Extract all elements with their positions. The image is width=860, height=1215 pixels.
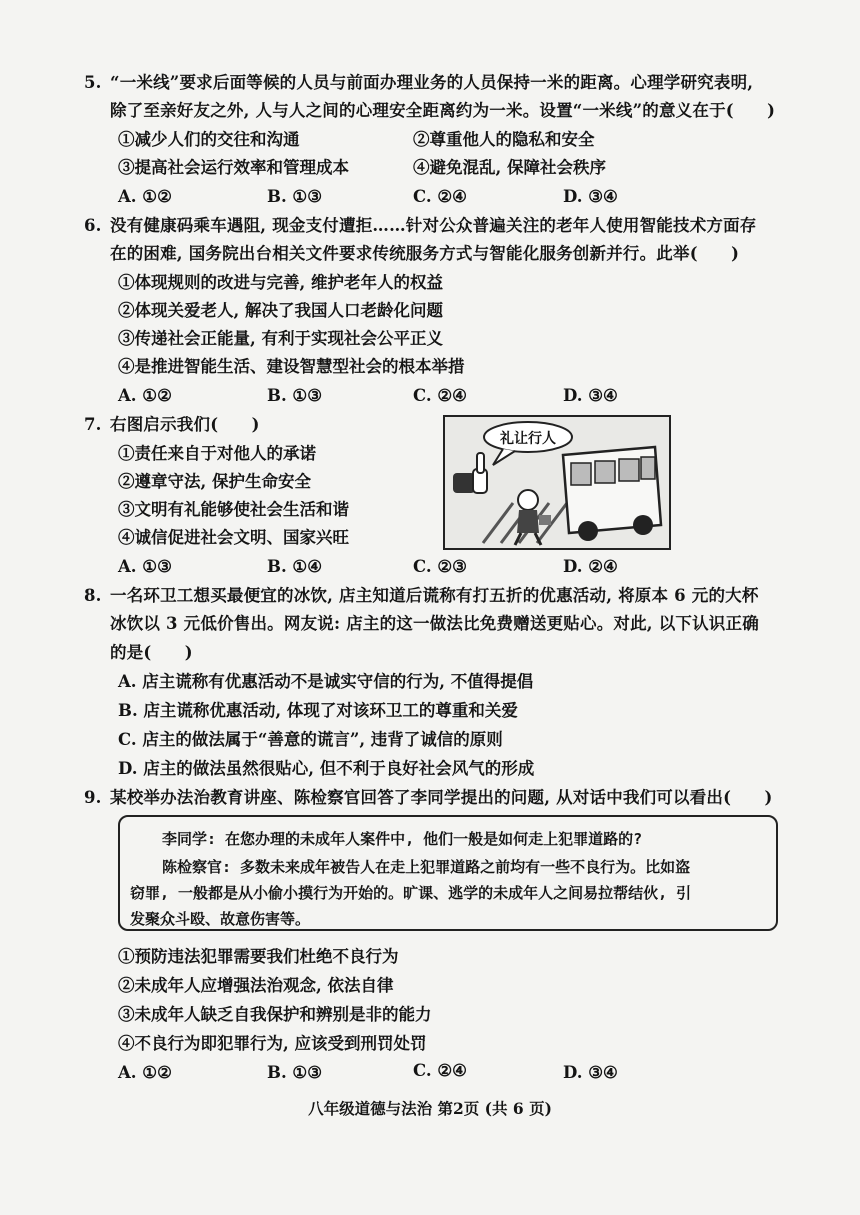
q6-choice-d: D. ③④ [563,386,618,405]
q7-choice-c: C. ②③ [413,557,467,576]
q6-choice-c: C. ②④ [413,386,467,405]
q8-choice-c: C. 店主的做法属于“善意的谎言”, 违背了诚信的原则 [118,730,503,749]
q9-statement-2: ②未成年人应增强法治观念, 依法自律 [118,976,394,995]
q9-choice-d: D. ③④ [563,1063,618,1082]
q5-statement-3: ③提高社会运行效率和管理成本 [118,158,349,177]
cartoon-caption: 礼让行人 [500,431,556,447]
q6-choice-a: A. ①② [118,386,172,405]
q8-stem-line1: 8. 一名环卫工想买最便宜的冰饮, 店主知道后谎称有打五折的优惠活动, 将原本 6 元的大杯 [84,586,759,605]
q9-statement-4: ④不良行为即犯罪行为, 应该受到刑罚处罚 [118,1034,427,1053]
dialogue-student: 李同学: 在您办理的未成年人案件中, 他们一般是如何走上犯罪道路的? [162,830,643,848]
q9-statement-3: ③未成年人缺乏自我保护和辨别是非的能力 [118,1005,432,1024]
q8-choice-b: B. 店主谎称优惠活动, 体现了对该环卫工的尊重和关爱 [118,701,518,720]
q5-stem-line2: 除了至亲好友之外, 人与人之间的心理安全距离约为一米。设置“一米线”的意义在于( ) [110,101,776,120]
dialogue-prosecutor-line2: 窃罪, 一般都是从小偷小摸行为开始的。旷课、逃学的未成年人之间易拉帮结伙, 引 [130,884,692,902]
q5-choice-d: D. ③④ [563,187,618,206]
q9-choice-b: B. ①③ [267,1063,323,1082]
q5-statement-1: ①减少人们的交往和沟通 [118,130,300,149]
q9-choice-c: C. ②④ [413,1061,467,1080]
q5-choice-b: B. ①③ [267,187,323,206]
bus-icon [563,447,661,541]
q7-choice-d: D. ②④ [563,557,618,576]
q8-stem-line2: 冰饮以 3 元低价售出。网友说: 店主的这一做法比免费赠送更贴心。对此, 以下认识正确 [110,614,759,633]
q7-statement-3: ③文明有礼能够使社会生活和谐 [118,500,349,519]
dialogue-prosecutor-line3: 发聚众斗殴、故意伤害等。 [130,910,311,928]
q7-statement-2: ②遵章守法, 保护生命安全 [118,472,311,491]
q9-statement-1: ①预防违法犯罪需要我们杜绝不良行为 [118,947,399,966]
q7-choice-a: A. ①③ [118,557,172,576]
q5-choice-c: C. ②④ [413,187,467,206]
dialogue-box [118,815,778,931]
q7-statement-1: ①责任来自于对他人的承诺 [118,444,316,463]
q7-statement-4: ④诚信促进社会文明、国家兴旺 [118,528,349,547]
page-footer: 八年级道德与法治 第2页 (共 6 页) [308,1099,552,1118]
q8-choice-a: A. 店主谎称有优惠活动不是诚实守信的行为, 不值得提倡 [118,672,534,691]
q9-stem: 9. 某校举办法治教育讲座、陈检察官回答了李同学提出的问题, 从对话中我们可以看出( ) [84,788,773,807]
dialogue-prosecutor-line1: 陈检察官: 多数未来成年被告人在走上犯罪道路之前均有一些不良行为。比如盗 [162,858,691,876]
q6-statement-4: ④是推进智能生活、建设智慧型社会的根本举措 [118,357,465,376]
pedestrian-courtesy-cartoon [443,415,671,550]
q6-stem-line1: 6. 没有健康码乘车遇阻, 现金支付遭拒……针对公众普遍关注的老年人使用智能技术方面存 [84,216,757,235]
q6-stem-line2: 在的困难, 国务院出台相关文件要求传统服务方式与智能化服务创新并行。此举( ) [110,244,740,263]
q5-stem-line1: 5. “一米线”要求后面等候的人员与前面办理业务的人员保持一米的距离。心理学研究表明, [84,73,754,92]
q9-choice-a: A. ①② [118,1063,172,1082]
q6-statement-2: ②体现关爱老人, 解决了我国人口老龄化问题 [118,301,443,320]
q5-choice-a: A. ①② [118,187,172,206]
q7-stem: 7. 右图启示我们( ) [84,415,260,434]
q5-statement-4: ④避免混乱, 保障社会秩序 [413,158,606,177]
q5-statement-2: ②尊重他人的隐私和安全 [413,130,595,149]
q6-statement-3: ③传递社会正能量, 有利于实现社会公平正义 [118,329,443,348]
q8-stem-line3: 的是( ) [110,643,193,662]
q8-choice-d: D. 店主的做法虽然很贴心, 但不利于良好社会风气的形成 [118,759,535,778]
q6-statement-1: ①体现规则的改进与完善, 维护老年人的权益 [118,273,443,292]
q7-choice-b: B. ①④ [267,557,323,576]
q6-choice-b: B. ①③ [267,386,323,405]
